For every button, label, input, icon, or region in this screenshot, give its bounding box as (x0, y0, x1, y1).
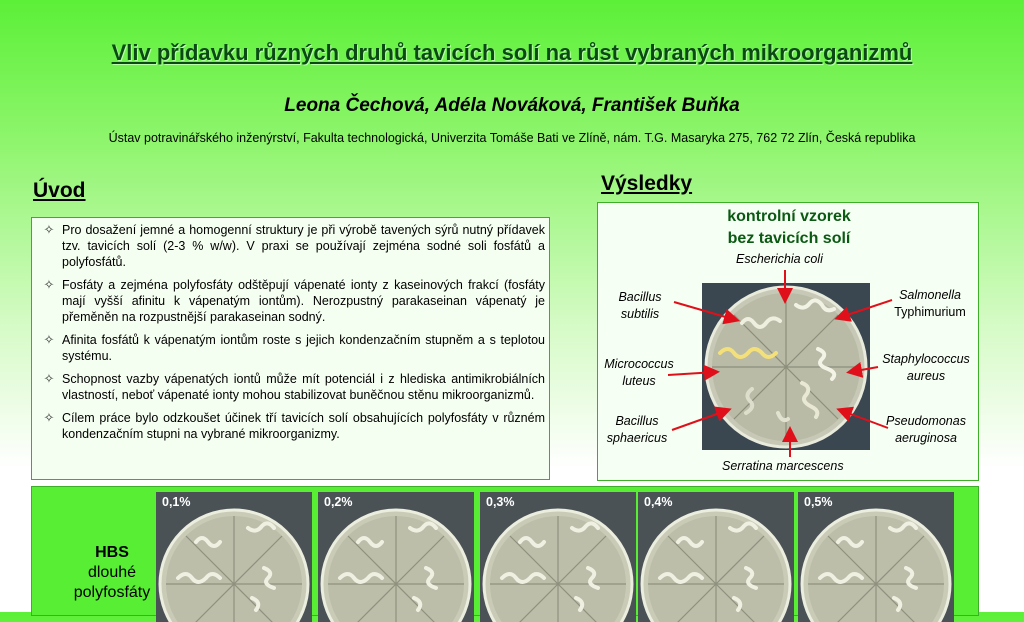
control-title-line-1: kontrolní vzorek (727, 208, 851, 225)
plate-photo-0-2 (318, 492, 474, 622)
section-heading-vysledky: Výsledky (601, 172, 693, 195)
label-line: aeruginosa (895, 431, 957, 445)
label-line: luteus (622, 374, 656, 388)
poster-authors: Leona Čechová, Adéla Nováková, František Buňka (284, 95, 740, 116)
label-line: Bacillus (615, 414, 659, 428)
arrow-bacillus-sphaericus (672, 410, 728, 430)
label-line: Pseudomonas (886, 414, 966, 428)
petri-dish-image (638, 492, 794, 622)
concentration-label: 0,1% (162, 495, 191, 509)
hbs-line-1: HBS (95, 544, 129, 561)
sparkle-bullet-icon: ✧ (43, 277, 55, 292)
section-heading-uvod: Úvod (33, 179, 86, 202)
label-serratia-marcescens: Serratina marcescens (722, 459, 844, 473)
concentration-label: 0,5% (804, 495, 833, 509)
arrow-bacillus-subtilis (674, 302, 736, 320)
plate-photo-0-1 (156, 492, 312, 622)
sparkle-bullet-icon: ✧ (43, 371, 55, 386)
hbs-line-2: dlouhé (87, 564, 137, 581)
sparkle-bullet-icon: ✧ (43, 332, 55, 347)
petri-dish-image (156, 492, 312, 622)
label-escherichia-coli: Escherichia coli (736, 252, 823, 266)
arrow-micrococcus (668, 372, 716, 375)
label-line: Salmonella (899, 288, 961, 302)
arrow-salmonella (838, 300, 892, 318)
poster-title: Vliv přídavku různých druhů tavicích solí na růst vybraných mikroorganizmů (111, 40, 913, 65)
petri-dish-image (798, 492, 954, 622)
plate-photo-0-4 (638, 492, 794, 622)
bullet-text: Cílem práce bylo odzkoušet účinek tří tavicích solí obsahujících polyfosfáty v různém kondenzačním stupni na vybrané mikroorganizmy. (62, 411, 545, 441)
control-title-line-2: bez tavicích solí (727, 230, 851, 247)
label-line: Staphylococcus (882, 352, 970, 366)
label-line: Typhimurium (894, 305, 966, 319)
concentration-label: 0,4% (644, 495, 673, 509)
sparkle-bullet-icon: ✧ (43, 410, 55, 425)
plate-photo-0-5 (798, 492, 954, 622)
bullet-text: Schopnost vazby vápenatých iontů může mít potenciál i z hlediska antimikrobiálních vlastností, neboť vápenaté ionty mohou stabilizovat buněčnou stěnu mikroorganizmů. (62, 372, 545, 402)
label-line: aureus (906, 369, 946, 383)
arrow-staphylococcus (850, 367, 878, 372)
poster-affiliation: Ústav potravinářského inženýrství, Fakulta technologická, Univerzita Tomáše Bati ve Zlíně, nám. T.G. Masaryka 275, 762 72 Zlín, Česká republika (108, 131, 916, 145)
petri-dish-image (480, 492, 636, 622)
sparkle-bullet-icon: ✧ (43, 222, 55, 237)
concentration-label: 0,2% (324, 495, 353, 509)
label-line: Bacillus (618, 290, 662, 304)
hbs-line-3: polyfosfáty (73, 584, 151, 601)
bullet-text: Fosfáty a zejména polyfosfáty odštěpují vápenaté ionty z kaseinových frakcí (fosfáty mají vyšší afinitu k vápenatým iontům). Nerozpustný parakaseinan vápenatý je přeměněn na rozpustnější parakaseinan sodný. (62, 278, 545, 324)
label-line: sphaericus (606, 431, 668, 445)
bullet-text: Pro dosažení jemné a homogenní struktury je při výrobě tavených sýrů nutný přídavek tzv. tavicích solí (2-3 % w/w). V praxi se používají zejména sodné soli fosfátů a polyfosfátů. (62, 223, 545, 269)
plate-photo-0-3 (480, 492, 636, 622)
arrow-pseudomonas (840, 410, 888, 428)
bullet-text: Afinita fosfátů k vápenatým iontům roste s jejich kondenzačním stupněm a s teplotou systému. (62, 333, 545, 363)
petri-dish-image (318, 492, 474, 622)
concentration-label: 0,3% (486, 495, 515, 509)
label-line: subtilis (620, 307, 660, 321)
label-line: Micrococcus (604, 357, 674, 371)
